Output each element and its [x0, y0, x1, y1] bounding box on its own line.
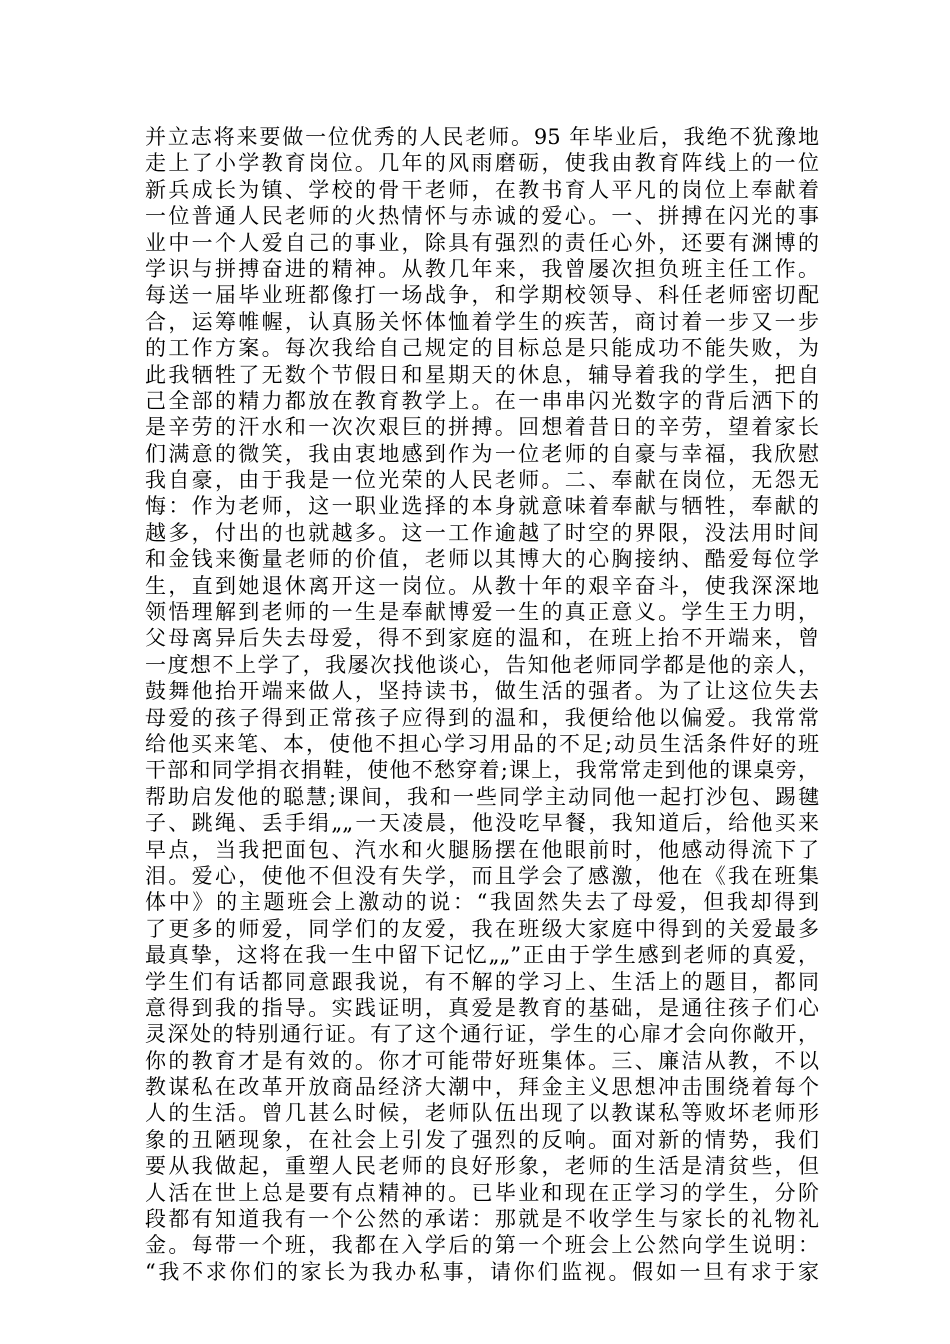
text-line: 要从我做起，重塑人民老师的良好形象，老师的生活是清贫些，但: [145, 1154, 819, 1179]
text-line: 领悟理解到老师的一生是奉献博爱一生的真正意义。学生王力明，: [145, 600, 819, 625]
text-line: 干部和同学捐衣捐鞋，使他不愁穿着;课上，我常常走到他的课桌旁，: [145, 758, 819, 783]
text-line: 越多，付出的也就越多。这一工作逾越了时空的界限，没法用时间: [145, 520, 819, 545]
text-line: 灵深处的特别通行证。有了这个通行证，学生的心扉才会向你敞开，: [145, 1022, 819, 1047]
text-line: 己全部的精力都放在教育教学上。在一串串闪光数字的背后洒下的: [145, 388, 819, 413]
text-line: 人活在世上总是要有点精神的。已毕业和现在正学习的学生，分阶: [145, 1180, 819, 1205]
text-line: 一位普通人民老师的火热情怀与赤诚的爱心。一、拼搏在闪光的事: [145, 204, 819, 229]
text-line: 们满意的微笑，我由衷地感到作为一位老师的自豪与幸福，我欣慰: [145, 441, 819, 466]
text-line: 人的生活。曾几甚么时候，老师队伍出现了以教谋私等败坏老师形: [145, 1101, 819, 1126]
text-line: 父母离异后失去母爱，得不到家庭的温和，在班上抬不开端来，曾: [145, 626, 819, 651]
text-line: 帮助启发他的聪慧;课间，我和一些同学主动同他一起打沙包、踢毽: [145, 784, 819, 809]
text-line: 我自豪，由于我是一位光荣的人民老师。二、奉献在岗位，无怨无: [145, 468, 819, 493]
text-line: 并立志将来要做一位优秀的人民老师。95 年毕业后，我绝不犹豫地: [145, 125, 819, 149]
text-line: 合，运筹帷幄，认真肠关怀体恤着学生的疾苦，商讨着一步又一步: [145, 309, 819, 334]
text-line: 此我牺牲了无数个节假日和星期天的休息，辅导着我的学生，把自: [145, 362, 819, 387]
text-line: “我不求你们的家长为我办私事，请你们监视。假如一旦有求于家: [145, 1259, 819, 1284]
text-line: 了更多的师爱，同学们的友爱，我在班级大家庭中得到的关爱最多: [145, 916, 819, 941]
text-line: 最真挚，这将在我一生中留下记忆„„”正由于学生感到老师的真爱，: [145, 943, 819, 968]
text-line: 泪。爱心，使他不但没有失学，而且学会了感激，他在《我在班集: [145, 863, 819, 888]
text-line: 体中》的主题班会上激动的说：“我固然失去了母爱，但我却得到: [145, 890, 819, 915]
text-line: 给他买来笔、本，使他不担心学习用品的不足;动员生活条件好的班: [145, 731, 819, 756]
text-line: 母爱的孩子得到正常孩子应得到的温和，我便给他以偏爱。我常常: [145, 705, 819, 730]
text-line: 金。每带一个班，我都在入学后的第一个班会上公然向学生说明：: [145, 1233, 819, 1258]
text-line: 生，直到她退休离开这一岗位。从教十年的艰辛奋斗，使我深深地: [145, 573, 819, 598]
text-line: 子、跳绳、丢手绢„„一天凌晨，他没吃早餐，我知道后，给他买来: [145, 811, 819, 836]
text-line: 学识与拼搏奋进的精神。从教几年来，我曾屡次担负班主任工作。: [145, 256, 819, 281]
text-line: 是辛劳的汗水和一次次艰巨的拼搏。回想着昔日的辛劳，望着家长: [145, 415, 819, 440]
text-line: 段都有知道我有一个公然的承诺：那就是不收学生与家长的礼物礼: [145, 1207, 819, 1232]
text-line: 业中一个人爱自己的事业，除具有强烈的责任心外，还要有渊博的: [145, 230, 819, 255]
body-text: [145, 124, 819, 1285]
text-line: 的工作方案。每次我给自己规定的目标总是只能成功不能失败，为: [145, 336, 819, 361]
text-line: 每送一届毕业班都像打一场战争，和学期校领导、科任老师密切配: [145, 283, 819, 308]
text-line: 新兵成长为镇、学校的骨干老师，在教书育人平凡的岗位上奉献着: [145, 177, 819, 202]
text-line: 鼓舞他抬开端来做人，坚持读书，做生活的强者。为了让这位失去: [145, 679, 819, 704]
text-line: 象的丑陋现象，在社会上引发了强烈的反响。面对新的情势，我们: [145, 1127, 819, 1152]
text-line: 悔：作为老师，这一职业选择的本身就意味着奉献与牺牲，奉献的: [145, 494, 819, 519]
text-line: 和金钱来衡量老师的价值，老师以其博大的心胸接纳、酷爱每位学: [145, 547, 819, 572]
text-line: 你的教育才是有效的。你才可能带好班集体。三、廉洁从教，不以: [145, 1048, 819, 1073]
text-line: 走上了小学教育岗位。几年的风雨磨砺，使我由教育阵线上的一位: [145, 151, 819, 176]
text-line: 学生们有话都同意跟我说，有不解的学习上、生活上的题目，都同: [145, 969, 819, 994]
text-line: 教谋私在改革开放商品经济大潮中，拜金主义思想冲击围绕着每个: [145, 1075, 819, 1100]
text-line: 一度想不上学了，我屡次找他谈心，告知他老师同学都是他的亲人，: [145, 652, 819, 677]
text-line: 意得到我的指导。实践证明，真爱是教育的基础，是通往孩子们心: [145, 995, 819, 1020]
text-line: 早点，当我把面包、汽水和火腿肠摆在他眼前时，他感动得流下了: [145, 837, 819, 862]
